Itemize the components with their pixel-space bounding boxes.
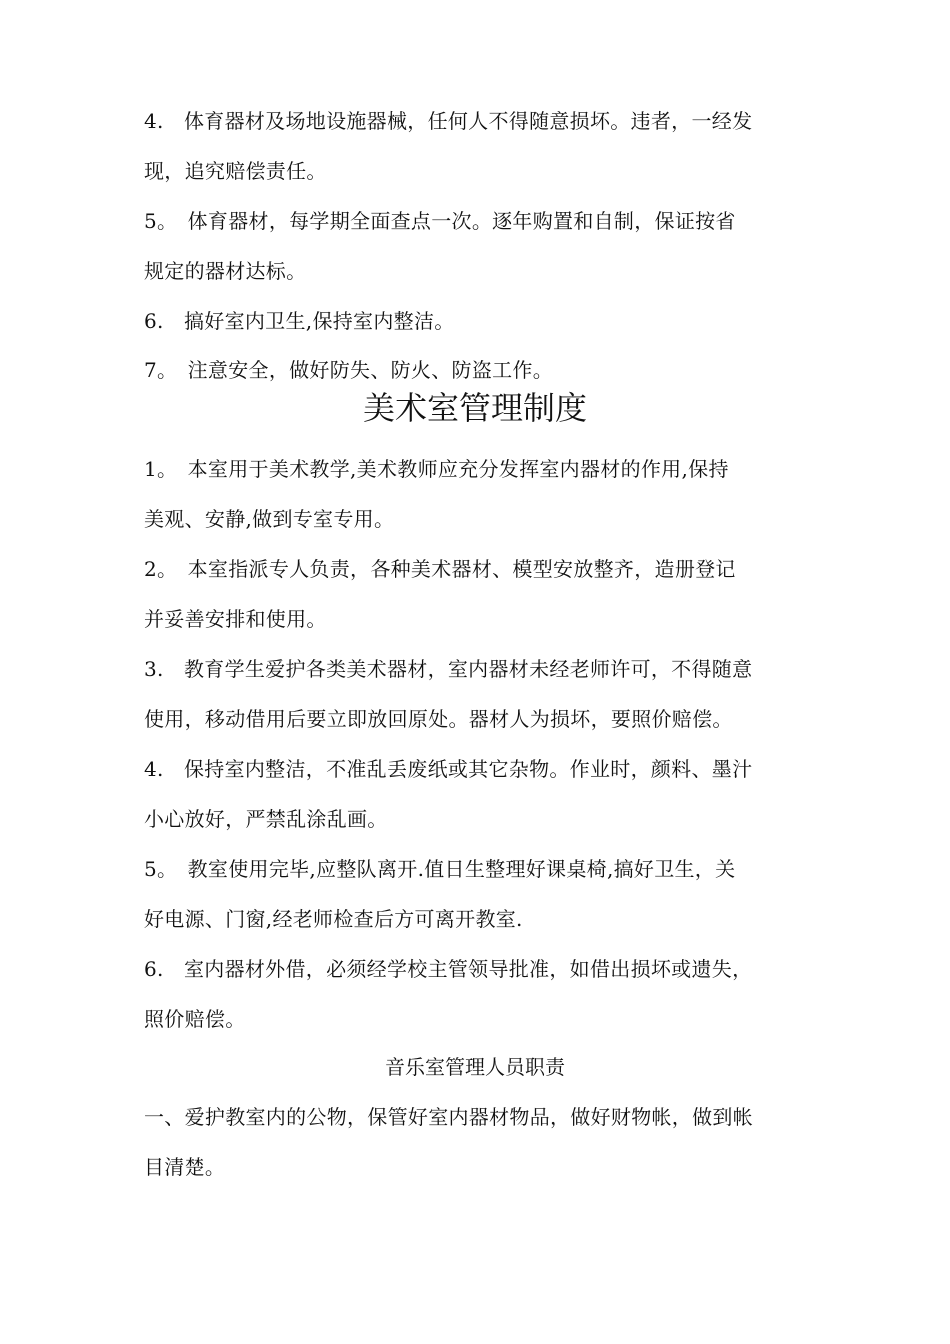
art-rule-6-line-1: 6. 室内器材外借，必须经学校主管领导批准，如借出损坏或遗失， <box>144 957 753 981</box>
rule-4-line-1: 4. 体育器材及场地设施器械，任何人不得随意损坏。违者，一经发 <box>144 109 753 133</box>
art-rule-1-line-2: 美观、安静,做到专室专用。 <box>144 507 395 531</box>
music-duty-1-line-2: 目清楚。 <box>144 1155 226 1179</box>
rule-7-line-1: 7。 注意安全，做好防失、防火、防盗工作。 <box>144 358 554 382</box>
rule-4-line-2: 现，追究赔偿责任。 <box>144 159 327 183</box>
art-rule-4-line-2: 小心放好，严禁乱涂乱画。 <box>144 807 388 831</box>
art-rule-6-line-2: 照价赔偿。 <box>144 1007 246 1031</box>
rule-5-line-1: 5。 体育器材，每学期全面查点一次。逐年购置和自制，保证按省 <box>144 209 736 233</box>
music-room-title: 音乐室管理人员职责 <box>385 1055 565 1079</box>
art-rule-5-line-1: 5。 教室使用完毕,应整队离开.值日生整理好课桌椅,搞好卫生，关 <box>144 857 736 881</box>
rule-6-line-1: 6. 搞好室内卫生,保持室内整洁。 <box>144 309 455 333</box>
rule-5-line-2: 规定的器材达标。 <box>144 259 307 283</box>
art-rule-3-line-1: 3. 教育学生爱护各类美术器材，室内器材未经老师许可，不得随意 <box>144 657 753 681</box>
art-rule-1-line-1: 1。 本室用于美术教学,美术教师应充分发挥室内器材的作用,保持 <box>144 457 729 481</box>
art-rule-5-line-2: 好电源、门窗,经老师检查后方可离开教室. <box>144 907 523 931</box>
art-rule-4-line-1: 4. 保持室内整洁，不准乱丢废纸或其它杂物。作业时，颜料、墨汁 <box>144 757 753 781</box>
music-duty-1-line-1: 一、爱护教室内的公物，保管好室内器材物品，做好财物帐，做到帐 <box>144 1105 753 1129</box>
art-rule-2-line-2: 并妥善安排和使用。 <box>144 607 327 631</box>
art-rule-2-line-1: 2。 本室指派专人负责，各种美术器材、模型安放整齐，造册登记 <box>144 557 736 581</box>
art-room-title: 美术室管理制度 <box>362 389 587 427</box>
art-rule-3-line-2: 使用，移动借用后要立即放回原处。器材人为损坏，要照价赔偿。 <box>144 707 733 731</box>
